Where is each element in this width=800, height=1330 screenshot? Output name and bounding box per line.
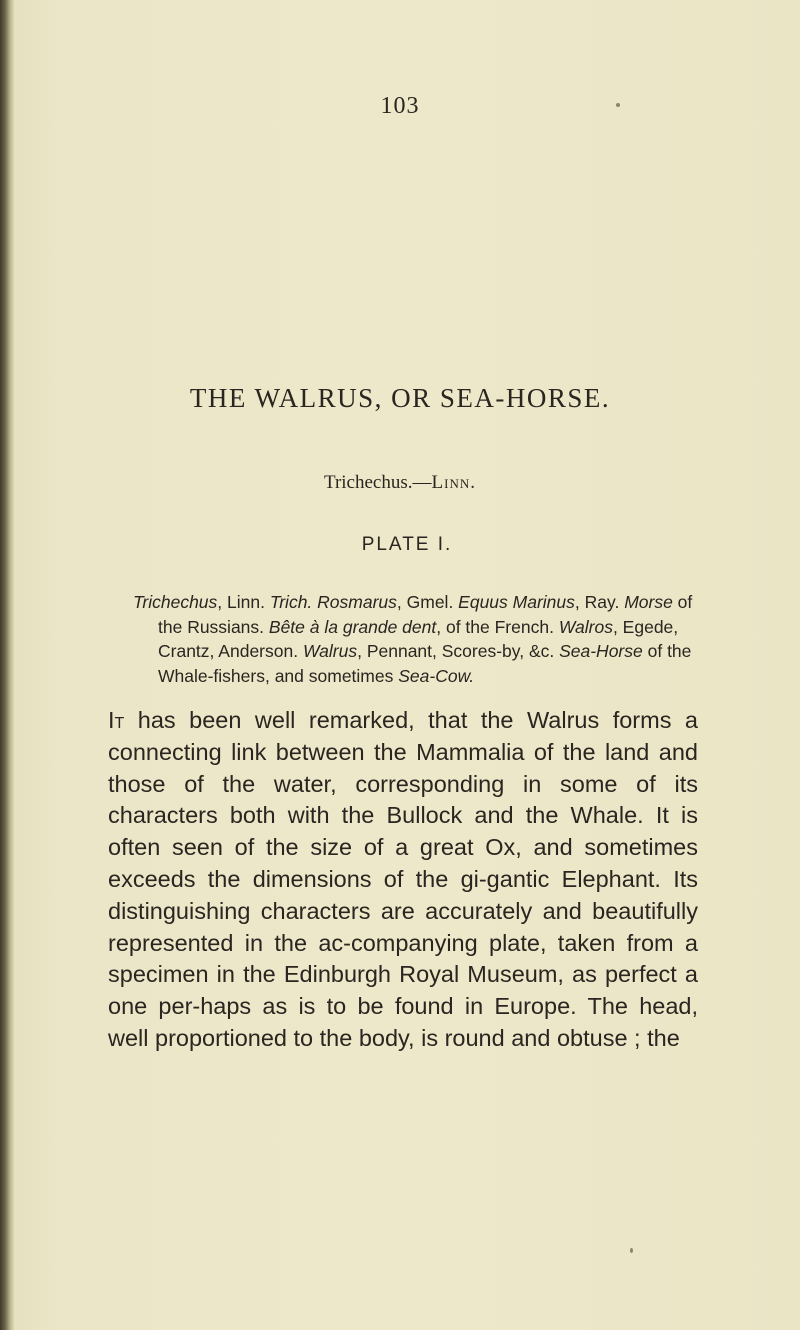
authority-name: Linn. bbox=[431, 472, 476, 493]
synonym-text: , Pennant, Scores-by, &c. bbox=[357, 641, 560, 661]
subtitle-dash: — bbox=[412, 472, 432, 493]
synonym-italic: Bête à la grande dent bbox=[268, 616, 437, 637]
synonym-italic: Walros bbox=[558, 616, 613, 637]
body-text: has been well remarked, that the Walrus forms a connecting link between the Mammalia of the land and those of the water, corresponding in some of its characters both with the Bullock and the Whale. It is often seen of the size of a great Ox, and sometimes exceeds the dimensions of the gi-gantic Elephant. Its distinguishing characters are accurately and beautifully represented in the ac-companying plate, taken from a specimen in the Edinburgh Royal Museum, as perfect a one per-haps as is to be found in Europe. The head, well proportioned to the body, is round and obtuse ; the bbox=[108, 707, 698, 1051]
paper-speck bbox=[616, 103, 620, 107]
synonym-text: of the Whale-fishers, and sometimes bbox=[158, 641, 692, 686]
paper-speck bbox=[630, 1248, 633, 1253]
synonym-italic: Equus Marinus bbox=[458, 592, 575, 612]
synonym-text: , of the French. bbox=[436, 616, 559, 637]
chapter-title: THE WALRUS, OR SEA-HORSE. bbox=[189, 383, 611, 413]
page-number: 103 bbox=[380, 93, 420, 119]
synonym-italic: Morse bbox=[624, 592, 673, 612]
body-lead-word: It bbox=[108, 707, 125, 733]
synonym-text: , Ray. bbox=[574, 592, 625, 612]
plate-reference: PLATE I. bbox=[361, 534, 453, 555]
page-binding-edge bbox=[0, 0, 14, 1330]
synonym-text: , Gmel. bbox=[396, 592, 459, 612]
synonym-text: of the Russians. bbox=[158, 592, 693, 637]
synonym-text: , Linn. bbox=[217, 592, 270, 612]
synonym-text: , Egede, Crantz, Anderson. bbox=[158, 616, 679, 661]
synonymy-paragraph bbox=[133, 590, 718, 688]
synonym-italic: Trichechus bbox=[133, 592, 218, 612]
genus-name: Trichechus. bbox=[324, 472, 413, 493]
synonym-italic: Walrus bbox=[302, 641, 358, 661]
synonym-italic: Trich. Rosmarus bbox=[269, 592, 397, 612]
synonym-italic: Sea-Cow. bbox=[398, 665, 475, 686]
body-paragraph bbox=[108, 705, 698, 1055]
chapter-subtitle bbox=[0, 472, 800, 494]
synonym-italic: Sea-Horse bbox=[559, 641, 643, 661]
